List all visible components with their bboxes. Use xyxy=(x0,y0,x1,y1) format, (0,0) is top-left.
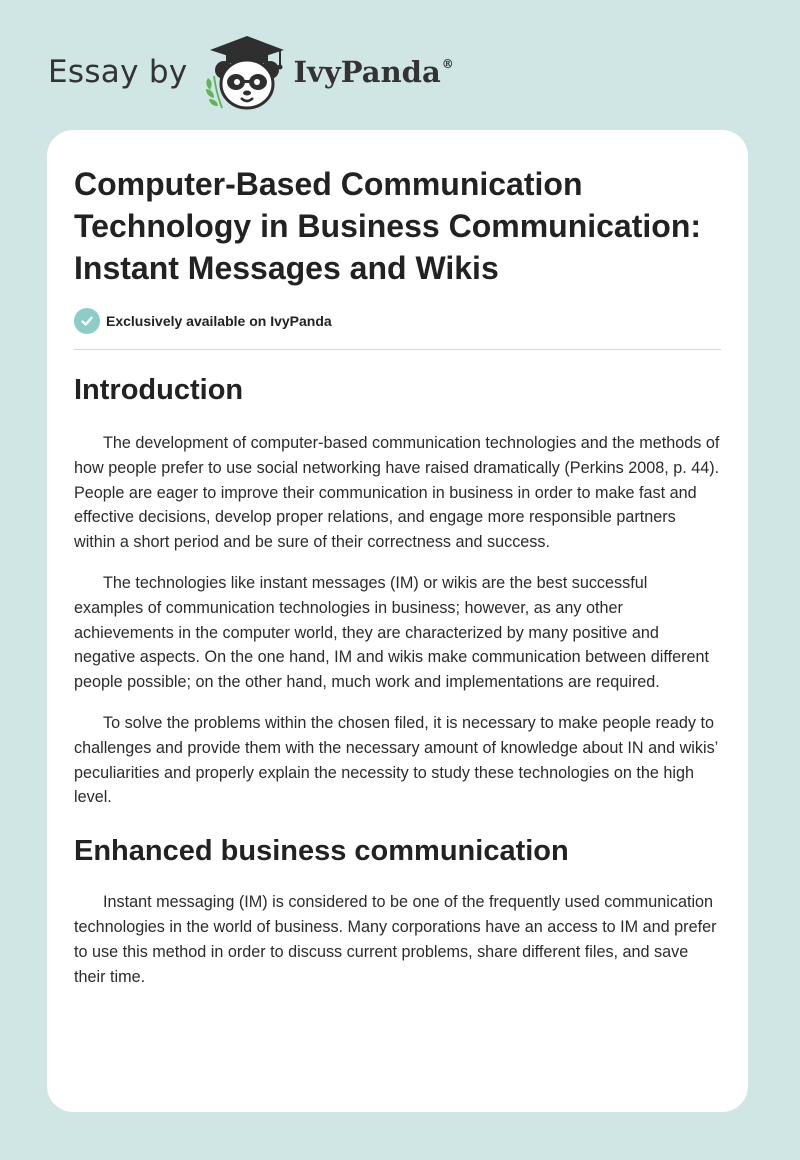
essay-by-label: Essay by xyxy=(48,54,188,90)
paragraph: Instant messaging (IM) is considered to be one of the frequently used communication technologies in the world of business. Many corporations have an access to IM and prefer to use this method in order to discuss current problems, share different files, and save their time. xyxy=(74,893,717,986)
exclusive-label: Exclusively available on IvyPanda xyxy=(106,313,332,329)
paragraph: To solve the problems within the chosen filed, it is necessary to make people ready to challenges and provide them with the necessary amount of knowledge about IN and wikis’ peculiarities and properly explain the necessity to study these technologies on the high level. xyxy=(74,713,718,807)
section-heading-enhanced-business-communication: Enhanced business communication xyxy=(74,835,569,868)
registered-mark: ® xyxy=(441,57,454,71)
check-circle-icon xyxy=(74,308,100,334)
paragraph: The development of computer-based communication technologies and the methods of how people prefer to use social networking have raised dramatically (Perkins 2008, p. 44). People are eager to improve their communication in business in order to make fast and effective decisions, develop proper relations, and engage more responsible partners within a short period and be sure of their correctness and success. xyxy=(74,434,720,552)
essay-card xyxy=(47,130,748,1112)
panda-logo-icon[interactable] xyxy=(202,32,292,112)
exclusive-badge xyxy=(74,308,721,350)
paragraph: The technologies like instant messages (IM) or wikis are the best successful examples of communication technologies in business; however, as any other achievements in the computer world, they are characterized by many positive and negative aspects. On the one hand, IM and wikis make communication between different people possible; on the other hand, much work and implementations are required. xyxy=(74,573,709,692)
brand-name[interactable]: IvyPanda® xyxy=(293,55,454,89)
section-heading-introduction: Introduction xyxy=(74,374,244,406)
site-header xyxy=(48,32,454,112)
essay-title: Computer-Based Communication Technology in Business Communication: Instant Messages and Wikis xyxy=(74,166,702,286)
